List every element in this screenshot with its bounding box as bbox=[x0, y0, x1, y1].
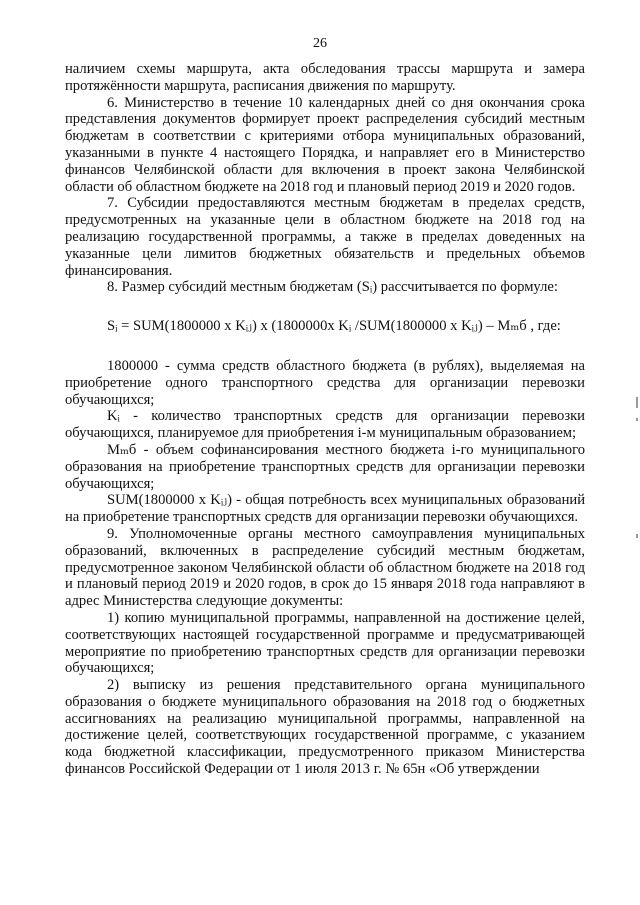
scan-margin-mark bbox=[636, 534, 638, 538]
definition-1800000: 1800000 - сумма средств областного бюджета (в рублях), выделяемая на приобретение одного транспортного средства для организации перевозки обучающихся; bbox=[65, 357, 585, 408]
list-item-1: 1) копию муниципальной программы, направленной на достижение целей, соответствующих настоящей государственной программе и предусматривающей мероприятие по приобретению транспортных средств для организации перевозки обучающихся; bbox=[65, 609, 585, 677]
definition-mmb: Mₘб - объем софинансирования местного бюджета i-го муниципального образования на приобретение транспортных средств для организации перевозки обучающихся; bbox=[65, 441, 585, 492]
definition-ki: Kᵢ - количество транспортных средств для организации перевозки обучающихся, планируемое для приобретения i-м муниципальным образованием; bbox=[65, 408, 585, 442]
document-body bbox=[65, 61, 585, 778]
page-number: 26 bbox=[313, 36, 327, 51]
paragraph-8: 8. Размер субсидий местным бюджетам (Sᵢ) рассчитывается по формуле: bbox=[107, 279, 558, 296]
scan-margin-mark bbox=[636, 397, 638, 408]
list-item-2: 2) выписку из решения представительного органа муниципального образования о бюджете муниципального образования на 2018 год о бюджетных ассигнованиях на реализацию муниципальной программы, направленной на достижение целей, соответствующих государственной программе, с указанием кода бюджетной классификации, предусмотренного приказом Министерства финансов Российской Федерации от 1 июля 2013 г. № 65н «Об утверждении bbox=[65, 677, 585, 778]
scan-margin-mark bbox=[636, 418, 638, 421]
paragraph-6: 6. Министерство в течение 10 календарных дней со дня окончания срока представления документов формирует проект распределения субсидий местным бюджетам в соответствии с критериями отбора муниципальных образований, указанными в пункте 4 настоящего Порядка, и направляет его в Министерство финансов Челябинской области для включения в проект закона Челябинской области об областном бюджете на 2018 год и плановый период 2019 и 2020 годов. bbox=[65, 94, 585, 195]
paragraph-9: 9. Уполномоченные органы местного самоуправления муниципальных образований, включенных в распределение субсидий местным бюджетам, предусмотренное законом Челябинской области об областном бюджете на 2018 год и плановый период 2019 и 2020 годов, в срок до 15 января 2018 года направляют в адрес Министерства следующие документы: bbox=[65, 525, 585, 610]
subsidy-formula: Sᵢ = SUM(1800000 x Kᵢⱼ) x (1800000x Kᵢ /SUM(1800000 x Kᵢⱼ) – Mₘб , где: bbox=[107, 318, 561, 335]
paragraph-continuation: наличием схемы маршрута, акта обследования трассы маршрута и замера протяжённости маршрута, расписания движения по маршруту. bbox=[65, 61, 585, 94]
definition-sum: SUM(1800000 x Kᵢⱼ) - общая потребность всех муниципальных образований на приобретение транспортных средств для организации перевозки обучающихся. bbox=[65, 492, 585, 526]
paragraph-7: 7. Субсидии предоставляются местным бюджетам в пределах средств, предусмотренных на указанные цели в областном бюджете на 2018 год на реализацию государственной программы, а также в пределах доведенных на указанные цели лимитов бюджетных обязательств и предельных объемов финансирования. bbox=[65, 195, 585, 279]
